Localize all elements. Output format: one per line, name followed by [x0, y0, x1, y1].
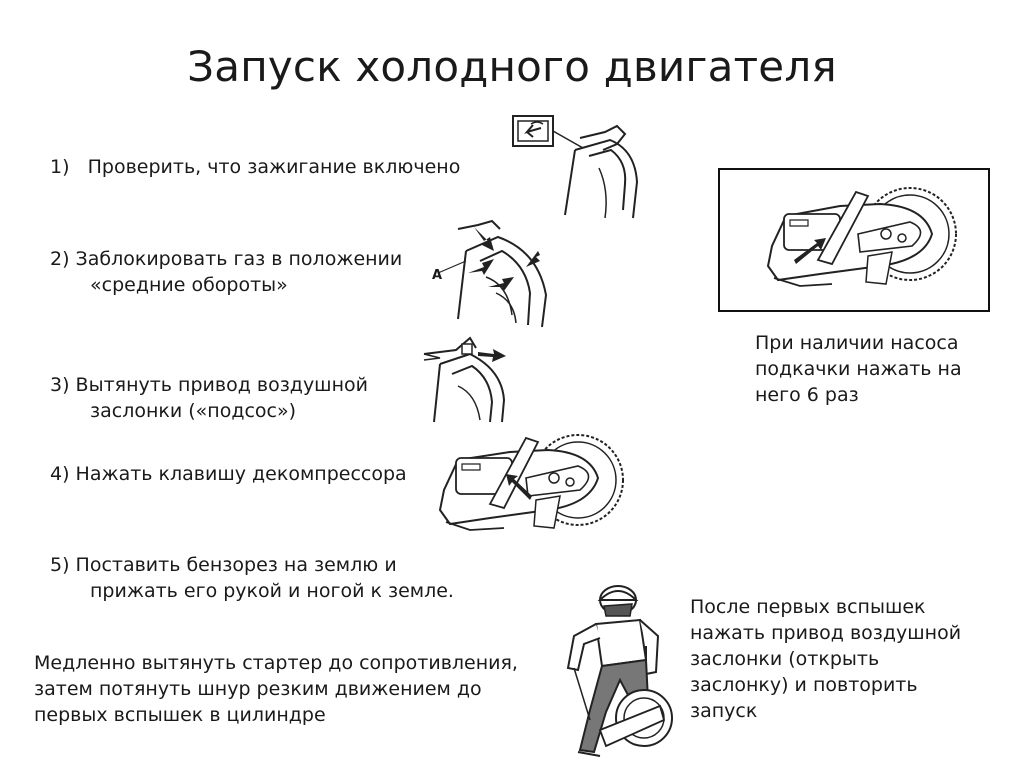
step-3-line-2: заслонки («подсос»): [90, 400, 297, 422]
step-3-line-1: 3) Вытянуть привод воздушной: [50, 374, 368, 396]
step-5-line-2: прижать его рукой и ногой к земле.: [90, 580, 454, 602]
step-2-line-2: «средние обороты»: [90, 274, 288, 296]
pull-note-line-2: затем потянуть шнур резким движением до: [34, 678, 482, 700]
pump-note-line-1: При наличии насоса: [755, 332, 959, 354]
ignition-switch-illustration: [505, 110, 655, 225]
decompression-saw-illustration: [430, 430, 630, 535]
callout-label-a: A: [432, 268, 443, 283]
step-1: [50, 154, 460, 180]
step-4: [50, 461, 407, 487]
step-5-line-1: 5) Поставить бензорез на землю и: [50, 554, 397, 576]
after-note-line-3: заслонки (открыть: [690, 648, 880, 670]
pump-note-line-2: подкачки нажать на: [755, 358, 962, 380]
primer-pump-note: [755, 330, 962, 408]
after-note-line-4: заслонку) и повторить: [690, 674, 918, 696]
after-note-line-1: После первых вспышек: [690, 596, 926, 618]
after-note-line-2: нажать привод воздушной: [690, 622, 962, 644]
page-title: Запуск холодного двигателя: [187, 42, 837, 91]
after-note-line-5: запуск: [690, 700, 758, 722]
step-1-text: Проверить, что зажигание включено: [87, 156, 461, 178]
operator-starting-illustration: [560, 580, 680, 760]
throttle-lock-illustration: [428, 215, 568, 330]
after-first-flashes-note: [690, 594, 961, 724]
step-2: [50, 246, 402, 298]
pump-note-line-3: него 6 раз: [755, 384, 859, 406]
pull-note-line-3: первых вспышек в цилиндре: [34, 704, 326, 726]
primer-pump-illustration: [760, 184, 960, 296]
step-4-text: 4) Нажать клавишу декомпрессора: [50, 463, 407, 485]
step-5: [50, 552, 454, 604]
pull-note-line-1: Медленно вытянуть стартер до сопротивления,: [34, 652, 518, 674]
step-2-line-1: 2) Заблокировать газ в положении: [50, 248, 403, 270]
choke-lever-illustration: [410, 330, 520, 425]
step-3: [50, 372, 368, 424]
step-1-number: 1): [50, 156, 70, 178]
pull-starter-note: [34, 650, 518, 728]
